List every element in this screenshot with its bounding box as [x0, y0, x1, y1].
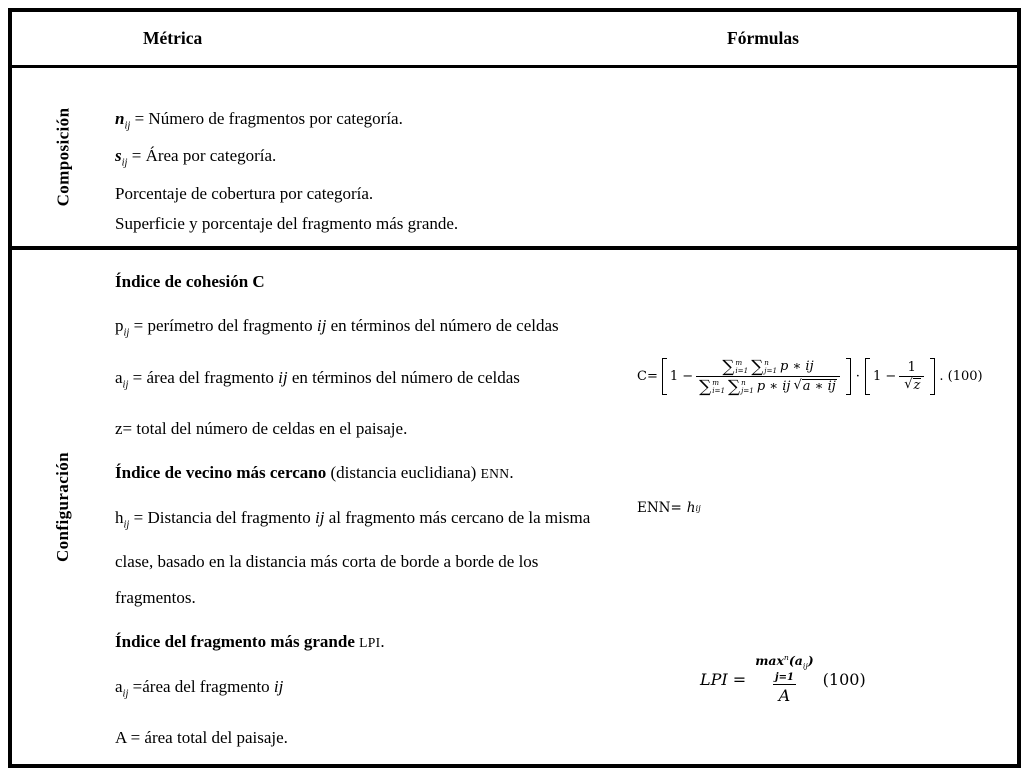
composicion-label-cell [12, 68, 115, 246]
radical-symbol: √ [904, 376, 913, 392]
radicand: z [913, 377, 921, 393]
metric-paragraph: Índice de vecino más cercano (distancia euclidiana) ENN. [115, 463, 514, 483]
composicion-formulas-cell [627, 68, 1017, 246]
configuracion-label-cell [12, 250, 115, 764]
max-argument: (a [788, 653, 803, 669]
metric-column-header: Métrica [143, 27, 203, 48]
z-fraction [899, 360, 924, 394]
max-superscript: n [783, 653, 789, 663]
cohesion-formula [637, 358, 983, 395]
metric-line: Porcentaje de cobertura por categoría. [115, 183, 374, 203]
header-label-spacer [12, 12, 115, 65]
formulas-column-header: Fórmulas [727, 27, 799, 48]
sum-upper: m [735, 357, 743, 367]
one-minus: 1 − [872, 369, 897, 385]
sum-i [722, 358, 748, 375]
max-lower-limit: j=1 [774, 671, 794, 683]
sigma-symbol: ∑ [699, 376, 712, 397]
configuracion-section-label: Configuración [53, 452, 73, 563]
sigma-symbol: ∑ [722, 356, 735, 377]
radicand: a ∗ ij [802, 378, 836, 394]
cohesion-tail: . (100) [939, 369, 983, 385]
header-metric-cell [115, 12, 627, 65]
bracket-right [930, 358, 935, 395]
table-header-row [12, 12, 1017, 68]
section-composicion [12, 68, 1017, 250]
header-formulas-cell [627, 12, 1017, 65]
composicion-section-label: Composición [53, 107, 73, 207]
sum-lower: i=1 [735, 365, 749, 375]
configuracion-formulas-cell [627, 250, 1017, 764]
lpi-tail: (100) [822, 670, 866, 690]
lpi-fraction [752, 654, 816, 705]
sum-limits [712, 379, 725, 395]
sum-upper: n [764, 357, 769, 367]
perimeter-term: p ∗ ij [780, 359, 814, 375]
perimeter-term: p ∗ ij [756, 379, 791, 395]
enn-subscript: ij [695, 503, 701, 514]
enn-variable: h [686, 500, 696, 517]
sum-j [728, 378, 754, 395]
sum-lower: i=1 [712, 385, 726, 395]
max-argument-subscript: ij [802, 662, 808, 672]
metric-paragraph: z= total del número de celdas en el paisaje. [115, 419, 408, 439]
max-expression [755, 654, 813, 683]
sum-upper: m [712, 377, 719, 387]
metric-paragraph: Índice de cohesión C [115, 272, 265, 292]
metric-paragraph: $a_{ij}$ =área del fragmento ij [115, 676, 284, 699]
cohesion-fraction [696, 358, 840, 395]
metric-paragraph: A = área total del paisaje. [115, 728, 288, 747]
bracket-left [662, 358, 667, 395]
radical-symbol: √ [793, 377, 802, 393]
center-dot: · [855, 369, 860, 385]
fraction-numerator [752, 654, 816, 684]
sum-j [751, 358, 777, 375]
fraction-denominator [696, 376, 840, 395]
cohesion-lhs: C= [637, 369, 658, 385]
enn-lhs: ENN= [637, 500, 682, 517]
fraction-denominator: A [773, 684, 797, 705]
metric-line: Superficie y porcentaje del fragmento más grande. [115, 213, 459, 233]
metric-paragraph: $a_{ij}$ = área del fragmento ij en términos del número de celdas [115, 367, 520, 391]
metric-paragraph: Índice del fragmento más grande LPI. [115, 631, 385, 651]
fraction-numerator [719, 358, 816, 376]
metric-paragraph: $p_{ij}$ = perímetro del fragmento ij en términos del número de celdas [115, 316, 559, 339]
max-row [755, 654, 813, 672]
square-root [904, 378, 921, 394]
square-root [793, 379, 836, 395]
sum-lower: j=1 [741, 385, 754, 395]
lpi-formula [700, 654, 866, 705]
sum-lower: j=1 [764, 365, 777, 375]
configuracion-metrics [115, 250, 627, 764]
sigma-symbol: ∑ [728, 376, 741, 397]
fraction-numerator: 1 [907, 359, 916, 375]
sum-limits [741, 379, 754, 395]
composicion-metrics [115, 68, 627, 246]
one-minus: 1 − [669, 369, 694, 385]
sum-i [699, 378, 725, 395]
metric-paragraph: $h_{ij}$ = Distancia del fragmento ij al fragmento más cercano de la misma clase, basado en la distancia más corta de borde a borde de los fragmentos. [115, 508, 591, 607]
sum-limits [735, 359, 748, 375]
max-argument-close: ) [807, 653, 814, 669]
bracket-right [846, 358, 851, 395]
bracket-left [865, 358, 870, 395]
lpi-lhs: LPI = [700, 670, 747, 690]
fraction-denominator [899, 376, 924, 394]
metric-line: $s_{ij}$ = Área por categoría. [115, 146, 277, 169]
sum-upper: n [741, 377, 746, 387]
max-operator: max [755, 653, 784, 669]
section-configuracion [12, 250, 1017, 764]
sum-limits [764, 359, 777, 375]
sigma-symbol: ∑ [751, 356, 764, 377]
metric-line: $n_{ij}$ = Número de fragmentos por categoría. [115, 108, 403, 132]
metrics-table [8, 8, 1021, 768]
enn-formula [637, 500, 701, 516]
